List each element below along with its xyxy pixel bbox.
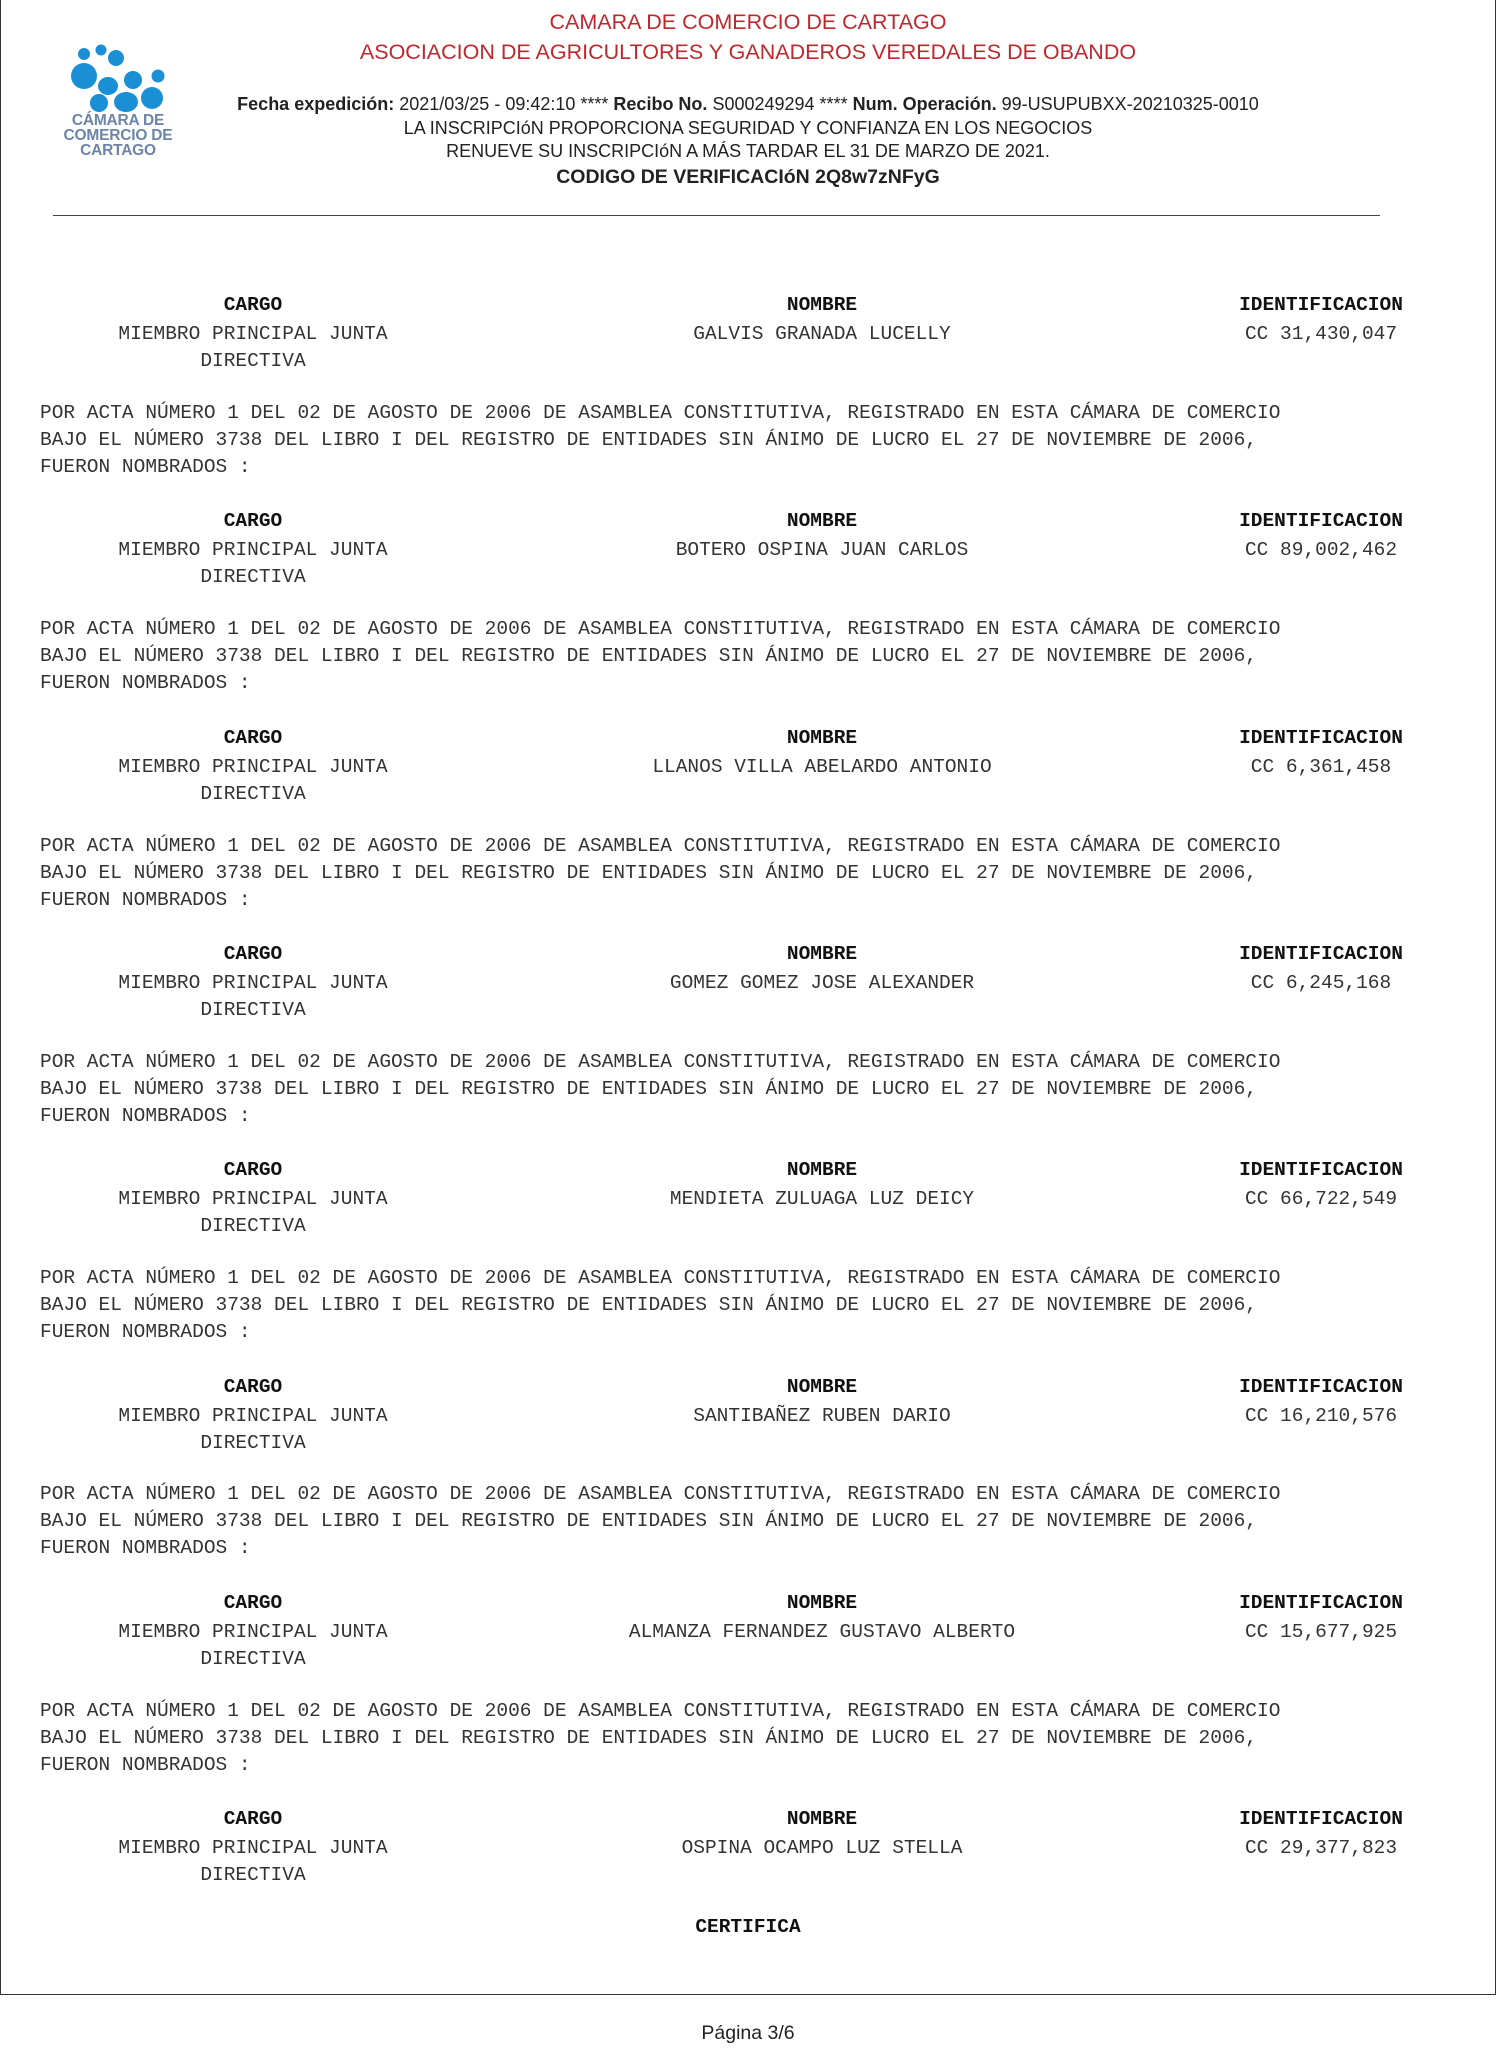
identificacion-value: CC 31,430,047 <box>1244 323 1398 345</box>
identificacion-value: CC 89,002,462 <box>1244 539 1398 561</box>
acta-line3: FUERON NOMBRADOS : <box>40 1537 251 1559</box>
identificacion-value: CC 16,210,576 <box>1244 1405 1398 1427</box>
acta-line3: FUERON NOMBRADOS : <box>40 889 251 911</box>
acta-line3: FUERON NOMBRADOS : <box>40 672 251 694</box>
logo-line3: CARTAGO <box>80 142 156 159</box>
identificacion-header: IDENTIFICACION <box>1239 510 1403 532</box>
notice-line-2: RENUEVE SU INSCRIPCIóN A MÁS TARDAR EL 31 DE MARZO DE 2021. <box>446 141 1050 161</box>
nombre-value: GALVIS GRANADA LUCELLY <box>693 323 951 345</box>
acta-line1: POR ACTA NÚMERO 1 DEL 02 DE AGOSTO DE 2006 DE ASAMBLEA CONSTITUTIVA, REGISTRADO EN ESTA CÁMARA DE COMERCIO <box>40 618 1281 640</box>
identificacion-value: CC 66,722,549 <box>1244 1188 1398 1210</box>
certifica-heading: CERTIFICA <box>695 1916 801 1938</box>
cargo-value <box>94 1619 412 1673</box>
acta-line1: POR ACTA NÚMERO 1 DEL 02 DE AGOSTO DE 2006 DE ASAMBLEA CONSTITUTIVA, REGISTRADO EN ESTA CÁMARA DE COMERCIO <box>40 835 1281 857</box>
cargo-line2: DIRECTIVA <box>200 350 306 372</box>
fecha-value: 2021/03/25 - 09:42:10 **** <box>399 94 609 114</box>
cargo-line1: MIEMBRO PRINCIPAL JUNTA <box>118 539 388 561</box>
identificacion-value: CC 15,677,925 <box>1244 1621 1398 1643</box>
nombre-value: ALMANZA FERNANDEZ GUSTAVO ALBERTO <box>628 1621 1016 1643</box>
logo-line1: CÁMARA DE <box>71 112 165 129</box>
page-number: Página 3/6 <box>701 2022 795 2044</box>
acta-line2: BAJO EL NÚMERO 3738 DEL LIBRO I DEL REGISTRO DE ENTIDADES SIN ÁNIMO DE LUCRO EL 27 DE NOVIEMBRE DE 2006, <box>40 429 1257 451</box>
cargo-line1: MIEMBRO PRINCIPAL JUNTA <box>118 323 388 345</box>
nombre-value: GOMEZ GOMEZ JOSE ALEXANDER <box>669 972 975 994</box>
nombre-value: SANTIBAÑEZ RUBEN DARIO <box>693 1405 951 1427</box>
acta-line3: FUERON NOMBRADOS : <box>40 1105 251 1127</box>
acta-line1: POR ACTA NÚMERO 1 DEL 02 DE AGOSTO DE 2006 DE ASAMBLEA CONSTITUTIVA, REGISTRADO EN ESTA CÁMARA DE COMERCIO <box>40 1483 1281 1505</box>
acta-paragraph <box>40 1481 1448 1562</box>
recibo-value: S000249294 **** <box>712 94 848 114</box>
acta-line2: BAJO EL NÚMERO 3738 DEL LIBRO I DEL REGISTRO DE ENTIDADES SIN ÁNIMO DE LUCRO EL 27 DE NOVIEMBRE DE 2006, <box>40 1078 1257 1100</box>
nombre-value: BOTERO OSPINA JUAN CARLOS <box>675 539 969 561</box>
cargo-line2: DIRECTIVA <box>200 1215 306 1237</box>
chamber-name: CAMARA DE COMERCIO DE CARTAGO <box>549 10 947 34</box>
identificacion-header: IDENTIFICACION <box>1239 1808 1403 1830</box>
operacion-label: Num. Operación. <box>852 94 997 114</box>
notice-line-1: LA INSCRIPCIóN PROPORCIONA SEGURIDAD Y CONFIANZA EN LOS NEGOCIOS <box>403 118 1093 138</box>
acta-line1: POR ACTA NÚMERO 1 DEL 02 DE AGOSTO DE 2006 DE ASAMBLEA CONSTITUTIVA, REGISTRADO EN ESTA CÁMARA DE COMERCIO <box>40 1700 1281 1722</box>
cargo-line1: MIEMBRO PRINCIPAL JUNTA <box>118 1405 388 1427</box>
cargo-header: CARGO <box>223 1592 283 1614</box>
nombre-header: NOMBRE <box>786 1376 858 1398</box>
nombre-header: NOMBRE <box>786 294 858 316</box>
identificacion-header: IDENTIFICACION <box>1239 1159 1403 1181</box>
acta-line1: POR ACTA NÚMERO 1 DEL 02 DE AGOSTO DE 2006 DE ASAMBLEA CONSTITUTIVA, REGISTRADO EN ESTA CÁMARA DE COMERCIO <box>40 402 1281 424</box>
cargo-value <box>94 970 412 1024</box>
identificacion-value: CC 29,377,823 <box>1244 1837 1398 1859</box>
cargo-line2: DIRECTIVA <box>200 1432 306 1454</box>
nombre-header: NOMBRE <box>786 1592 858 1614</box>
acta-line2: BAJO EL NÚMERO 3738 DEL LIBRO I DEL REGISTRO DE ENTIDADES SIN ÁNIMO DE LUCRO EL 27 DE NOVIEMBRE DE 2006, <box>40 1510 1257 1532</box>
acta-line3: FUERON NOMBRADOS : <box>40 1754 251 1776</box>
nombre-header: NOMBRE <box>786 727 858 749</box>
acta-line2: BAJO EL NÚMERO 3738 DEL LIBRO I DEL REGISTRO DE ENTIDADES SIN ÁNIMO DE LUCRO EL 27 DE NOVIEMBRE DE 2006, <box>40 1294 1257 1316</box>
nombre-value: LLANOS VILLA ABELARDO ANTONIO <box>652 756 992 778</box>
cargo-header: CARGO <box>223 1808 283 1830</box>
nombre-header: NOMBRE <box>786 943 858 965</box>
acta-paragraph <box>40 1698 1448 1779</box>
acta-line1: POR ACTA NÚMERO 1 DEL 02 DE AGOSTO DE 2006 DE ASAMBLEA CONSTITUTIVA, REGISTRADO EN ESTA CÁMARA DE COMERCIO <box>40 1267 1281 1289</box>
cargo-line1: MIEMBRO PRINCIPAL JUNTA <box>118 756 388 778</box>
cargo-value <box>94 1835 412 1889</box>
acta-line2: BAJO EL NÚMERO 3738 DEL LIBRO I DEL REGISTRO DE ENTIDADES SIN ÁNIMO DE LUCRO EL 27 DE NOVIEMBRE DE 2006, <box>40 645 1257 667</box>
cargo-header: CARGO <box>223 727 283 749</box>
operacion-value: 99-USUPUBXX-20210325-0010 <box>1001 94 1259 114</box>
identificacion-value: CC 6,245,168 <box>1250 972 1392 994</box>
cargo-value <box>94 1403 412 1457</box>
cargo-line2: DIRECTIVA <box>200 1864 306 1886</box>
cargo-header: CARGO <box>223 294 283 316</box>
nombre-header: NOMBRE <box>786 1159 858 1181</box>
acta-paragraph <box>40 616 1448 697</box>
recibo-label: Recibo No. <box>613 94 708 114</box>
nombre-value: OSPINA OCAMPO LUZ STELLA <box>681 1837 963 1859</box>
cargo-line2: DIRECTIVA <box>200 566 306 588</box>
cargo-line1: MIEMBRO PRINCIPAL JUNTA <box>118 1621 388 1643</box>
acta-line2: BAJO EL NÚMERO 3738 DEL LIBRO I DEL REGISTRO DE ENTIDADES SIN ÁNIMO DE LUCRO EL 27 DE NOVIEMBRE DE 2006, <box>40 862 1257 884</box>
entity-name: ASOCIACION DE AGRICULTORES Y GANADEROS VEREDALES DE OBANDO <box>359 40 1137 64</box>
fecha-label: Fecha expedición: <box>237 94 395 114</box>
nombre-header: NOMBRE <box>786 510 858 532</box>
cargo-value <box>94 1186 412 1240</box>
identificacion-header: IDENTIFICACION <box>1239 727 1403 749</box>
cargo-header: CARGO <box>223 1159 283 1181</box>
acta-paragraph <box>40 400 1448 481</box>
cargo-line2: DIRECTIVA <box>200 1648 306 1670</box>
acta-line2: BAJO EL NÚMERO 3738 DEL LIBRO I DEL REGISTRO DE ENTIDADES SIN ÁNIMO DE LUCRO EL 27 DE NOVIEMBRE DE 2006, <box>40 1727 1257 1749</box>
verification-code: CODIGO DE VERIFICACIóN 2Q8w7zNFyG <box>556 166 940 188</box>
nombre-header: NOMBRE <box>786 1808 858 1830</box>
cargo-header: CARGO <box>223 943 283 965</box>
cargo-line2: DIRECTIVA <box>200 783 306 805</box>
identificacion-header: IDENTIFICACION <box>1239 943 1403 965</box>
identificacion-header: IDENTIFICACION <box>1239 1592 1403 1614</box>
cargo-value <box>94 754 412 808</box>
cargo-header: CARGO <box>223 510 283 532</box>
acta-paragraph <box>40 1049 1448 1130</box>
cargo-value <box>94 537 412 591</box>
acta-line3: FUERON NOMBRADOS : <box>40 1321 251 1343</box>
nombre-value: MENDIETA ZULUAGA LUZ DEICY <box>669 1188 975 1210</box>
acta-line3: FUERON NOMBRADOS : <box>40 456 251 478</box>
identificacion-value: CC 6,361,458 <box>1250 756 1392 778</box>
acta-paragraph <box>40 1265 1448 1346</box>
cargo-header: CARGO <box>223 1376 283 1398</box>
cargo-line2: DIRECTIVA <box>200 999 306 1021</box>
acta-line1: POR ACTA NÚMERO 1 DEL 02 DE AGOSTO DE 2006 DE ASAMBLEA CONSTITUTIVA, REGISTRADO EN ESTA CÁMARA DE COMERCIO <box>40 1051 1281 1073</box>
cargo-line1: MIEMBRO PRINCIPAL JUNTA <box>118 972 388 994</box>
identificacion-header: IDENTIFICACION <box>1239 294 1403 316</box>
acta-paragraph <box>40 833 1448 914</box>
cargo-value <box>94 321 412 375</box>
cargo-line1: MIEMBRO PRINCIPAL JUNTA <box>118 1837 388 1859</box>
logo-line2: COMERCIO DE <box>63 127 173 144</box>
cargo-line1: MIEMBRO PRINCIPAL JUNTA <box>118 1188 388 1210</box>
identificacion-header: IDENTIFICACION <box>1239 1376 1403 1398</box>
